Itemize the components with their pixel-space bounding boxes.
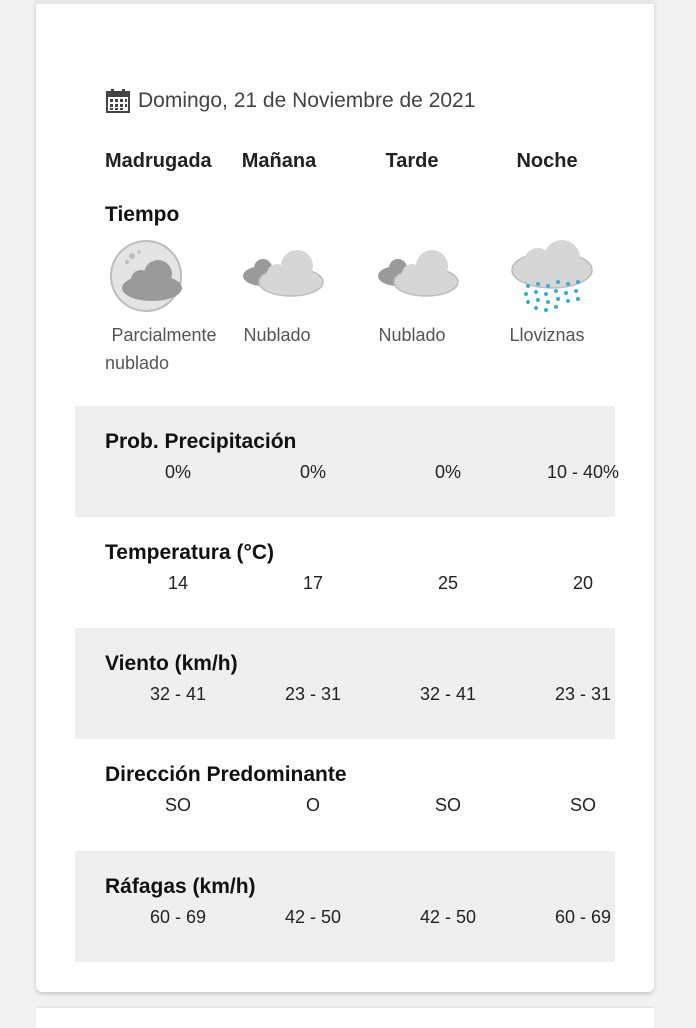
- row-title: Prob. Precipitación: [105, 430, 297, 453]
- condition-label-manana: Nublado: [243, 325, 311, 345]
- condition-label-madrugada: [99, 321, 229, 377]
- cell-value: 23 - 31: [284, 684, 342, 704]
- cell-value: SO: [434, 795, 461, 815]
- condition-line2: nublado: [105, 353, 170, 373]
- period-header-madrugada: Madrugada: [105, 150, 212, 172]
- cell-value: 17: [302, 573, 324, 593]
- period-header-tarde: Tarde: [385, 150, 439, 172]
- cell-value: 0%: [164, 462, 191, 482]
- row-title: Viento (km/h): [105, 652, 238, 675]
- date-text: Domingo, 21 de Noviembre de 2021: [138, 89, 476, 112]
- cell-value: 14: [167, 573, 189, 593]
- cell-value: 20: [572, 573, 594, 593]
- cell-value: 60 - 69: [149, 907, 207, 927]
- cell-value: 23 - 31: [554, 684, 612, 704]
- date-header: [105, 86, 475, 116]
- period-header-noche: Noche: [516, 150, 578, 172]
- row-precipitation: [75, 406, 620, 517]
- cloudy-icon: [241, 246, 327, 302]
- row-title: Temperatura (°C): [105, 541, 275, 564]
- card-top-divider: [36, 0, 654, 4]
- row-gusts: [75, 851, 615, 962]
- condition-label-tarde: Nublado: [378, 325, 446, 345]
- weather-section-title: Tiempo: [105, 203, 180, 226]
- cell-value: 0%: [434, 462, 461, 482]
- cell-value: 32 - 41: [149, 684, 207, 704]
- cell-value: O: [305, 795, 320, 815]
- cloudy-icon: [376, 246, 462, 302]
- row-wind: [75, 628, 615, 739]
- next-card-edge: [36, 1008, 654, 1028]
- cell-value: SO: [569, 795, 596, 815]
- cell-value: 42 - 50: [419, 907, 477, 927]
- cell-value: 0%: [299, 462, 326, 482]
- cell-value: 10 - 40%: [546, 462, 620, 482]
- condition-line1: Parcialmente: [111, 325, 217, 345]
- row-title: Dirección Predominante: [105, 763, 347, 786]
- calendar-icon: [105, 88, 131, 114]
- row-wind-direction: [75, 739, 615, 850]
- cell-value: SO: [164, 795, 191, 815]
- row-temperature: [75, 517, 615, 628]
- period-header-manana: Mañana: [241, 150, 317, 172]
- cell-value: 60 - 69: [554, 907, 612, 927]
- forecast-card: [36, 0, 654, 992]
- row-title: Ráfagas (km/h): [105, 875, 256, 898]
- cell-value: 32 - 41: [419, 684, 477, 704]
- condition-label-noche: Lloviznas: [509, 325, 585, 345]
- cell-value: 25: [437, 573, 459, 593]
- partly-cloudy-night-icon: [106, 238, 192, 312]
- drizzle-icon: [510, 236, 596, 316]
- cell-value: 42 - 50: [284, 907, 342, 927]
